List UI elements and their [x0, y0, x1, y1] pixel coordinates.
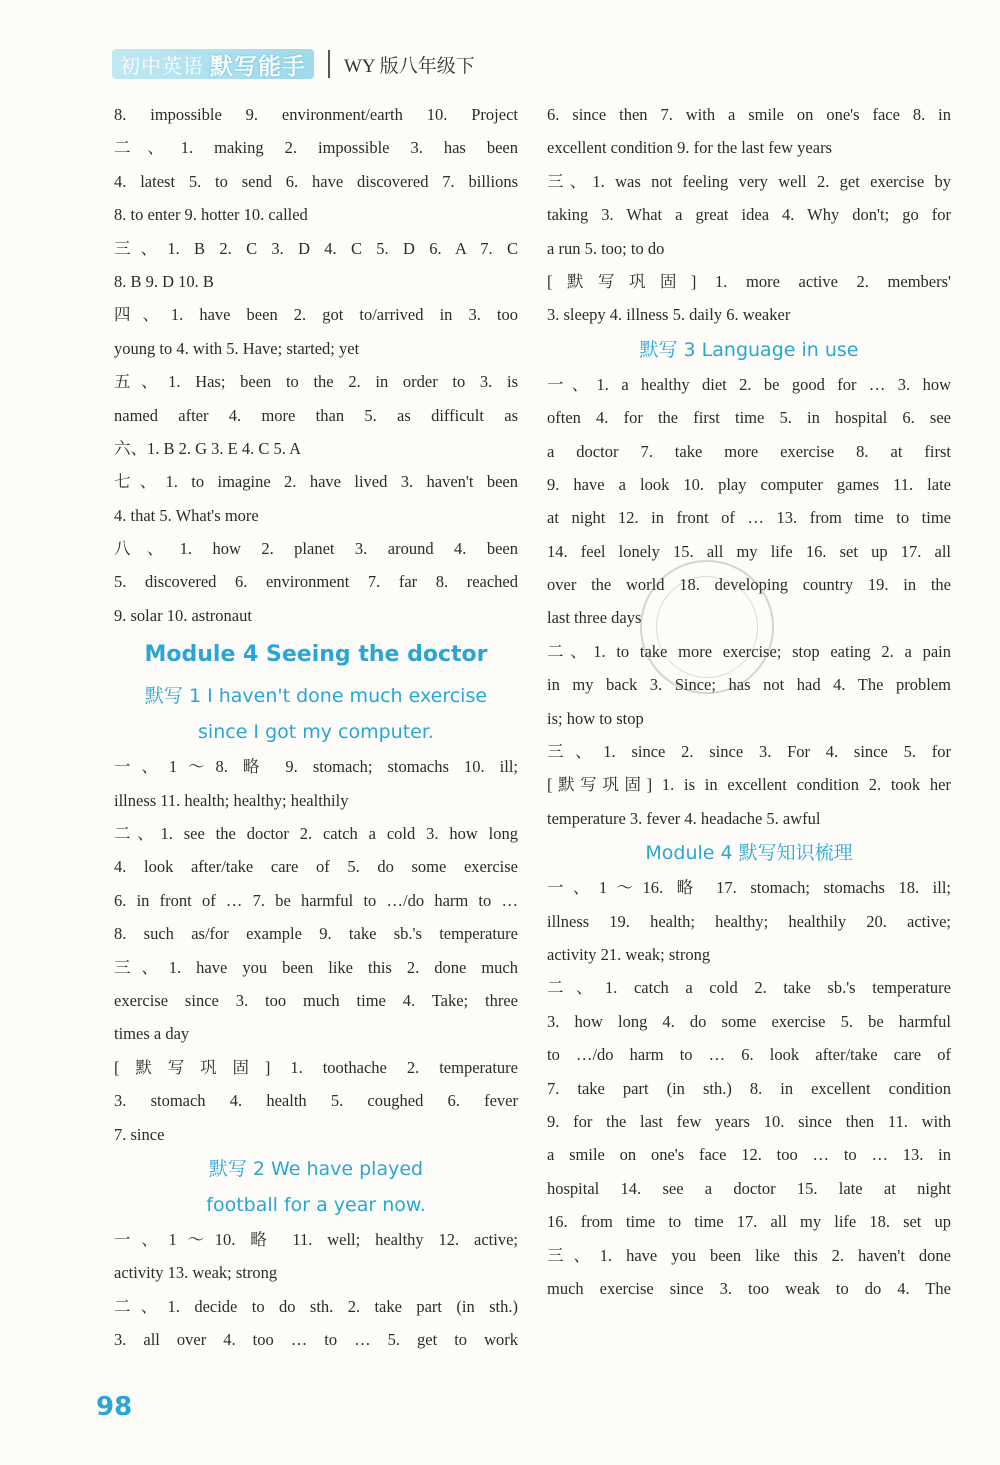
answer-line: 5. discovered 6. environment 7. far 8. reached: [114, 572, 518, 592]
answer-line: 六、1. B 2. G 3. E 4. C 5. A: [114, 438, 302, 458]
answer-line: named after 4. more than 5. as difficult as: [114, 405, 518, 425]
answer-line: 一、1～8. 略 9. stomach; stomachs 10. ill;: [114, 757, 518, 777]
answer-line: 二、1. see the doctor 2. catch a cold 3. how long: [114, 824, 518, 844]
answer-line: illness 19. health; healthy; healthily 20. active;: [547, 911, 951, 931]
answer-line: 4. look after/take care of 5. do some exercise: [114, 857, 518, 877]
edition-label: WY 版八年级下: [344, 55, 475, 77]
answer-line: 8. B 9. D 10. B: [114, 271, 214, 291]
answer-line: 二、1. making 2. impossible 3. has been: [114, 138, 518, 158]
answer-line: hospital 14. see a doctor 15. late at night: [547, 1178, 951, 1198]
answer-line: 6. in front of … 7. be harmful to …/do harm to …: [114, 890, 518, 910]
answer-line: 一、1～10. 略 11. well; healthy 12. active;: [114, 1229, 518, 1249]
answer-line: last three days: [547, 608, 642, 628]
answer-line: 3. sleepy 4. illness 5. daily 6. weaker: [547, 305, 791, 325]
answer-line: 9. solar 10. astronaut: [114, 605, 252, 625]
section-heading: Module 4 默写知识梳理: [645, 842, 853, 865]
answer-line: over the world 18. developing country 19. in the: [547, 575, 951, 595]
answer-line: in my back 3. Since; has not had 4. The problem: [547, 675, 951, 695]
answer-line: 七、1. to imagine 2. have lived 3. haven't been: [114, 472, 518, 492]
answer-line: 4. that 5. What's more: [114, 505, 259, 525]
series-title: 默写能手: [210, 53, 306, 80]
section-heading: football for a year now.: [206, 1193, 426, 1216]
answer-line: 一、1～16. 略 17. stomach; stomachs 18. ill;: [547, 878, 951, 898]
right-column: [547, 98, 951, 1305]
answer-line: 14. feel lonely 15. all my life 16. set up 17. all: [547, 541, 951, 561]
answer-line: [默写巩固] 1. toothache 2. temperature: [114, 1057, 518, 1077]
answer-line: often 4. for the first time 5. in hospital 6. see: [547, 408, 951, 428]
page-header: [112, 44, 475, 84]
answer-line: at night 12. in front of … 13. from time to time: [547, 508, 951, 528]
answer-line: a run 5. too; to do: [547, 238, 665, 258]
answer-line: 三、1. since 2. since 3. For 4. since 5. for: [547, 742, 951, 762]
answer-line: 三、1. have you been like this 2. haven't done: [547, 1245, 951, 1265]
section-heading: since I got my computer.: [198, 721, 434, 744]
series-prefix: 初中英语: [120, 53, 204, 78]
answer-line: much exercise since 3. too weak to do 4. The: [547, 1278, 951, 1298]
answer-line: 三、1. have you been like this 2. done much: [114, 957, 518, 977]
answer-line: 16. from time to time 17. all my life 18. set up: [547, 1212, 951, 1232]
answer-line: 二、1. to take more exercise; stop eating 2. a pain: [547, 641, 951, 661]
answer-line: 8. to enter 9. hotter 10. called: [114, 205, 308, 225]
series-logo: [112, 49, 314, 79]
section-heading: 默写 1 I haven't done much exercise: [144, 685, 488, 708]
header-divider: [328, 50, 330, 78]
answer-line: 8. such as/for example 9. take sb.'s temperature: [114, 924, 518, 944]
answer-line: exercise since 3. too much time 4. Take; three: [114, 990, 518, 1010]
answer-line: to …/do harm to … 6. look after/take care of: [547, 1045, 951, 1065]
answer-line: 9. for the last few years 10. since then 11. with: [547, 1111, 951, 1131]
answer-line: taking 3. What a great idea 4. Why don't; go for: [547, 205, 951, 225]
answer-line: temperature 3. fever 4. headache 5. awful: [547, 808, 821, 828]
answer-line: 9. have a look 10. play computer games 11. late: [547, 474, 951, 494]
answer-line: 八、1. how 2. planet 3. around 4. been: [114, 539, 518, 559]
answer-line: 3. how long 4. do some exercise 5. be harmful: [547, 1011, 951, 1031]
answer-line: activity 21. weak; strong: [547, 944, 711, 964]
answer-line: a smile on one's face 12. too … to … 13. in: [547, 1145, 951, 1165]
answer-line: 6. since then 7. with a smile on one's face 8. in: [547, 105, 951, 124]
answer-line: is; how to stop: [547, 708, 644, 728]
page-number: 98: [96, 1392, 133, 1422]
answer-line: 3. all over 4. too … to … 5. get to work: [114, 1330, 518, 1350]
answer-line: illness 11. health; healthy; healthily: [114, 790, 349, 810]
answer-line: a doctor 7. take more exercise 8. at first: [547, 441, 951, 461]
answer-line: 7. take part (in sth.) 8. in excellent condition: [547, 1078, 951, 1098]
answer-line: 7. since: [114, 1124, 165, 1144]
section-heading: 默写 3 Language in use: [639, 338, 859, 361]
answer-line: 一、1. a healthy diet 2. be good for … 3. how: [547, 374, 951, 394]
answer-line: times a day: [114, 1024, 190, 1044]
answer-line: 3. stomach 4. health 5. coughed 6. fever: [114, 1091, 518, 1111]
answer-line: 三、1. B 2. C 3. D 4. C 5. D 6. A 7. C: [114, 238, 518, 258]
module-heading: Module 4 Seeing the doctor: [144, 642, 488, 668]
answer-line: [默写巩固] 1. more active 2. members': [547, 271, 951, 291]
section-heading: 默写 2 We have played: [208, 1157, 424, 1180]
answer-line: 4. latest 5. to send 6. have discovered 7. billions: [114, 171, 518, 191]
answer-line: [默写巩固] 1. is in excellent condition 2. took her: [547, 775, 951, 795]
answer-line: 二、1. decide to do sth. 2. take part (in sth.): [114, 1296, 518, 1316]
answer-line: 二、1. catch a cold 2. take sb.'s temperature: [547, 978, 951, 998]
answer-line: 四、1. have been 2. got to/arrived in 3. too: [114, 305, 518, 325]
answer-line: activity 13. weak; strong: [114, 1263, 278, 1283]
answer-line: 8. impossible 9. environment/earth 10. Project: [114, 105, 518, 124]
answer-line: 三、1. was not feeling very well 2. get exercise by: [547, 171, 951, 191]
answer-line: young to 4. with 5. Have; started; yet: [114, 338, 360, 358]
answer-line: excellent condition 9. for the last few years: [547, 138, 832, 158]
left-column: [114, 98, 518, 1357]
answer-line: 五、1. Has; been to the 2. in order to 3. is: [114, 372, 518, 392]
